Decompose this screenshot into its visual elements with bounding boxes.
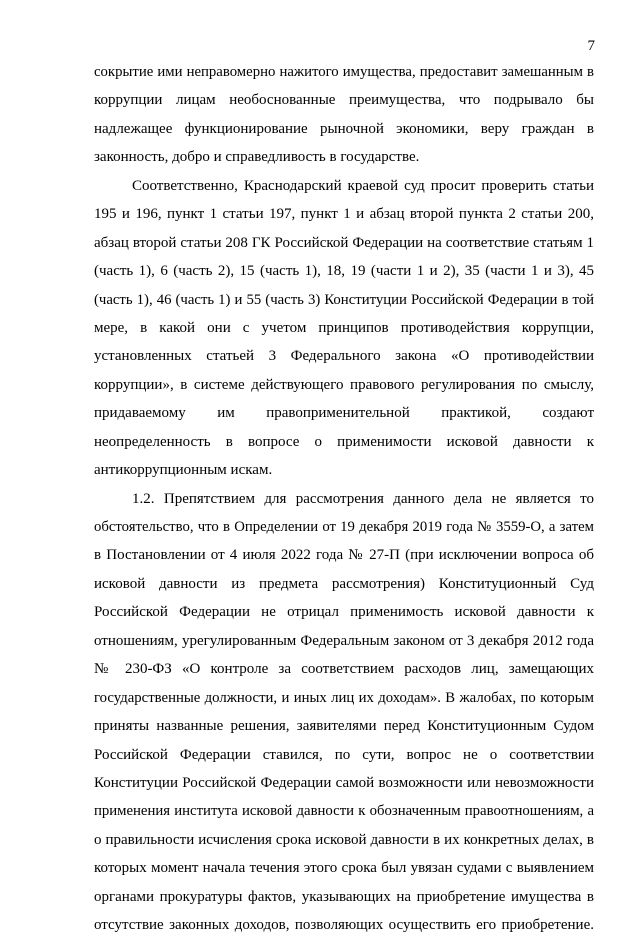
text-line: органами прокуратуры фактов, указывающих на приобретение имущества в [94, 888, 594, 905]
text-line: придаваемому им правоприменительной практикой, создают [94, 405, 594, 422]
text-line: коррупции лицам необоснованные преимущества, что подрывало бы [94, 92, 594, 109]
text-line: (часть 1), 6 (часть 2), 15 (часть 1), 18, 19 (части 1 и 2), 35 (части 1 и 3), 45 [94, 263, 594, 280]
text-line: государственные должности, и иных лиц их доходам». В жалобах, по которым [94, 689, 594, 706]
text-line: Российской Федерации не отрицал применимость исковой давности к [94, 604, 594, 621]
text-line: сокрытие ими неправомерно нажитого имущества, предоставит замешанным в [94, 64, 594, 80]
text-line: Конституции Российской Федерации самой возможности или невозможности [94, 774, 594, 791]
text-line: неопределенность в вопросе о применимости исковой давности к [94, 433, 594, 450]
text-line: надлежащее функционирование рыночной экономики, веру граждан в [94, 120, 594, 137]
text-line: (часть 1), 46 (часть 1) и 55 (часть 3) Конституции Российской Федерации в той [94, 291, 594, 308]
text-line: № 230-ФЗ «О контроле за соответствием расходов лиц, замещающих [94, 661, 594, 678]
text-line: Российской Федерации ставился, по сути, вопрос не о соответствии [94, 746, 594, 763]
text-line: абзац второй статьи 208 ГК Российской Федерации на соответствие статьям 1 [94, 234, 594, 251]
text-line: в Постановлении от 4 июля 2022 года № 27-П (при исключении вопроса об [94, 547, 594, 564]
text-line: установленных статьей 3 Федерального закона «О противодействии [94, 348, 594, 365]
text-line: 195 и 196, пункт 1 статьи 197, пункт 1 и абзац второй пункта 2 статьи 200, [94, 206, 594, 223]
text-line: Соответственно, Краснодарский краевой суд просит проверить статьи [132, 177, 594, 194]
text-line: 1.2. Препятствием для рассмотрения данного дела не является то [132, 490, 594, 507]
text-line: применения института исковой давности к обозначенным правоотношениям, а [94, 803, 594, 820]
text-line: антикоррупционным искам. [94, 462, 273, 479]
text-line: мере, в какой они с учетом принципов противодействия коррупции, [94, 319, 594, 336]
page-number: 7 [587, 38, 595, 54]
text-line: коррупции», в системе действующего правового регулирования по смыслу, [94, 376, 594, 393]
text-line: приняты названные решения, заявителями перед Конституционным Судом [94, 718, 594, 735]
text-line: отсутствие законных доходов, позволяющих осуществить его приобретение. [94, 917, 594, 934]
text-line: отношениям, урегулированным Федеральным законом от 3 декабря 2012 года [94, 632, 594, 649]
text-line: законность, добро и справедливость в государстве. [94, 149, 420, 166]
text-line: которых момент начала течения этого срока был увязан судами с выявлением [94, 860, 594, 877]
document-body [94, 58, 594, 940]
text-line: о правильности исчисления срока исковой давности в их конкретных делах, в [94, 831, 594, 848]
text-line: обстоятельство, что в Определении от 19 декабря 2019 года № 3559-О, а затем [94, 519, 594, 535]
text-line: исковой давности из предмета рассмотрения) Конституционный Суд [94, 575, 594, 592]
